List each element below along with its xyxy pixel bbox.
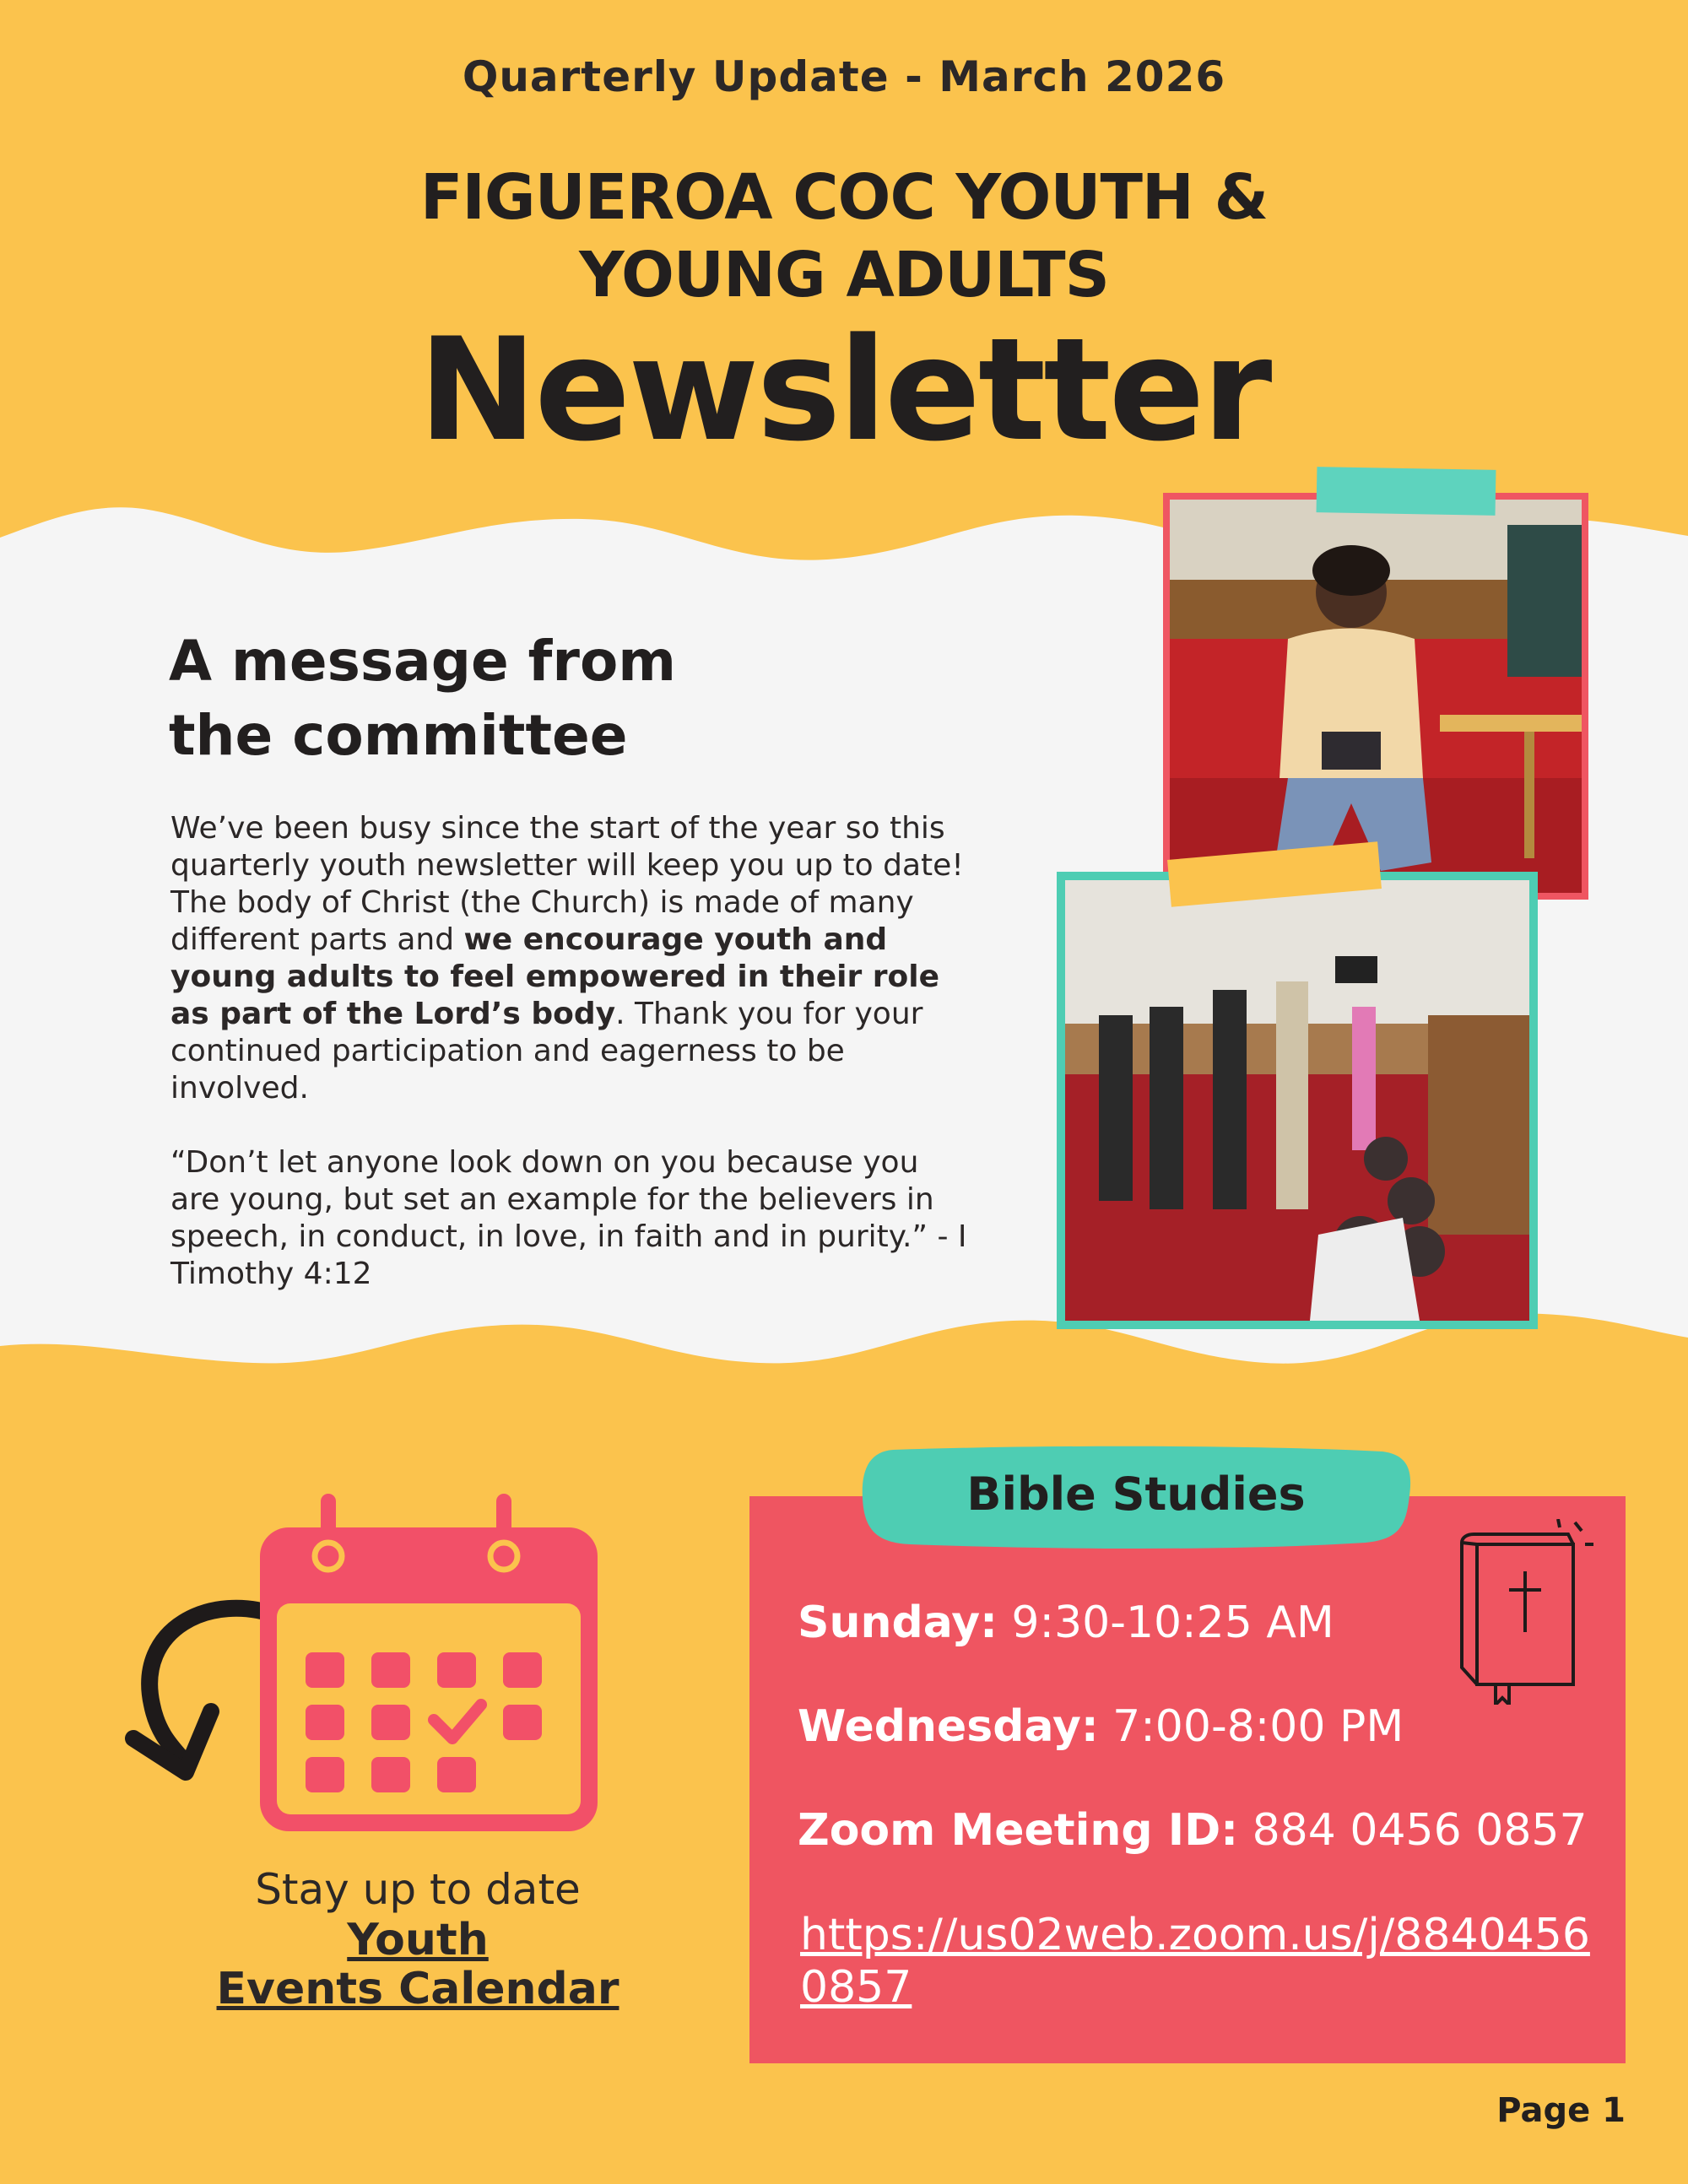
organization-title	[0, 159, 1688, 314]
message-body	[170, 810, 972, 1107]
youth-events-calendar-link[interactable]	[203, 1916, 633, 2014]
photo-youth-reading	[1163, 493, 1588, 900]
calendar-icon	[260, 1494, 598, 1831]
page-number: Page 1	[1496, 2091, 1626, 2130]
message-heading-line1: A message from	[169, 629, 677, 694]
photo-youth-group	[1057, 872, 1538, 1329]
message-heading-line2: the committee	[169, 703, 628, 768]
zoom-label: Zoom Meeting ID:	[798, 1805, 1239, 1856]
newsletter-masthead: Newsletter	[418, 307, 1270, 473]
wednesday-label: Wednesday:	[798, 1701, 1099, 1752]
organization-title-line1: FIGUEROA COC YOUTH &	[419, 161, 1269, 234]
message-body-emphasis: we encourage youth and young adults to feel empowered in their role as part of the Lord’s body	[170, 922, 940, 1031]
wednesday-time: 7:00-8:00 PM	[1098, 1701, 1404, 1752]
message-body-closing: . Thank you for your continued participation and eagerness to be involved.	[170, 997, 923, 1106]
wednesday-schedule	[798, 1700, 1608, 1753]
zoom-meeting-id	[798, 1804, 1608, 1857]
decorative-tape	[1317, 467, 1496, 516]
zoom-id-value: 884 0456 0857	[1238, 1805, 1588, 1856]
organization-title-line2: YOUNG ADULTS	[579, 239, 1109, 311]
issue-date: Quarterly Update - March 2026	[462, 52, 1226, 101]
curved-arrow-icon	[133, 1608, 279, 1772]
sunday-time: 9:30-10:25 AM	[997, 1597, 1334, 1648]
link-line2[interactable]: Events Calendar	[216, 1964, 619, 2014]
link-line1[interactable]: Youth	[347, 1915, 489, 1965]
sunday-schedule	[798, 1597, 1608, 1649]
message-body-intro: We’ve been busy since the start of the year so this quarterly youth newsletter will keep you up to date! The body of Christ (the Church) is made of many different parts and	[170, 811, 964, 957]
message-heading	[169, 624, 810, 773]
scripture-quote: “Don’t let anyone look down on you because you are young, but set an example for the believers in speech, in conduct, in love, in faith and in purity.” - I Timothy 4:12	[170, 1145, 967, 1291]
zoom-link[interactable]: https://us02web.zoom.us/j/88404560857	[800, 1910, 1590, 2013]
sunday-label: Sunday:	[798, 1597, 998, 1648]
calendar-graphic	[118, 1494, 608, 1840]
bible-studies-title: Bible Studies	[966, 1468, 1306, 1521]
stay-up-to-date-text: Stay up to date	[255, 1865, 581, 1914]
